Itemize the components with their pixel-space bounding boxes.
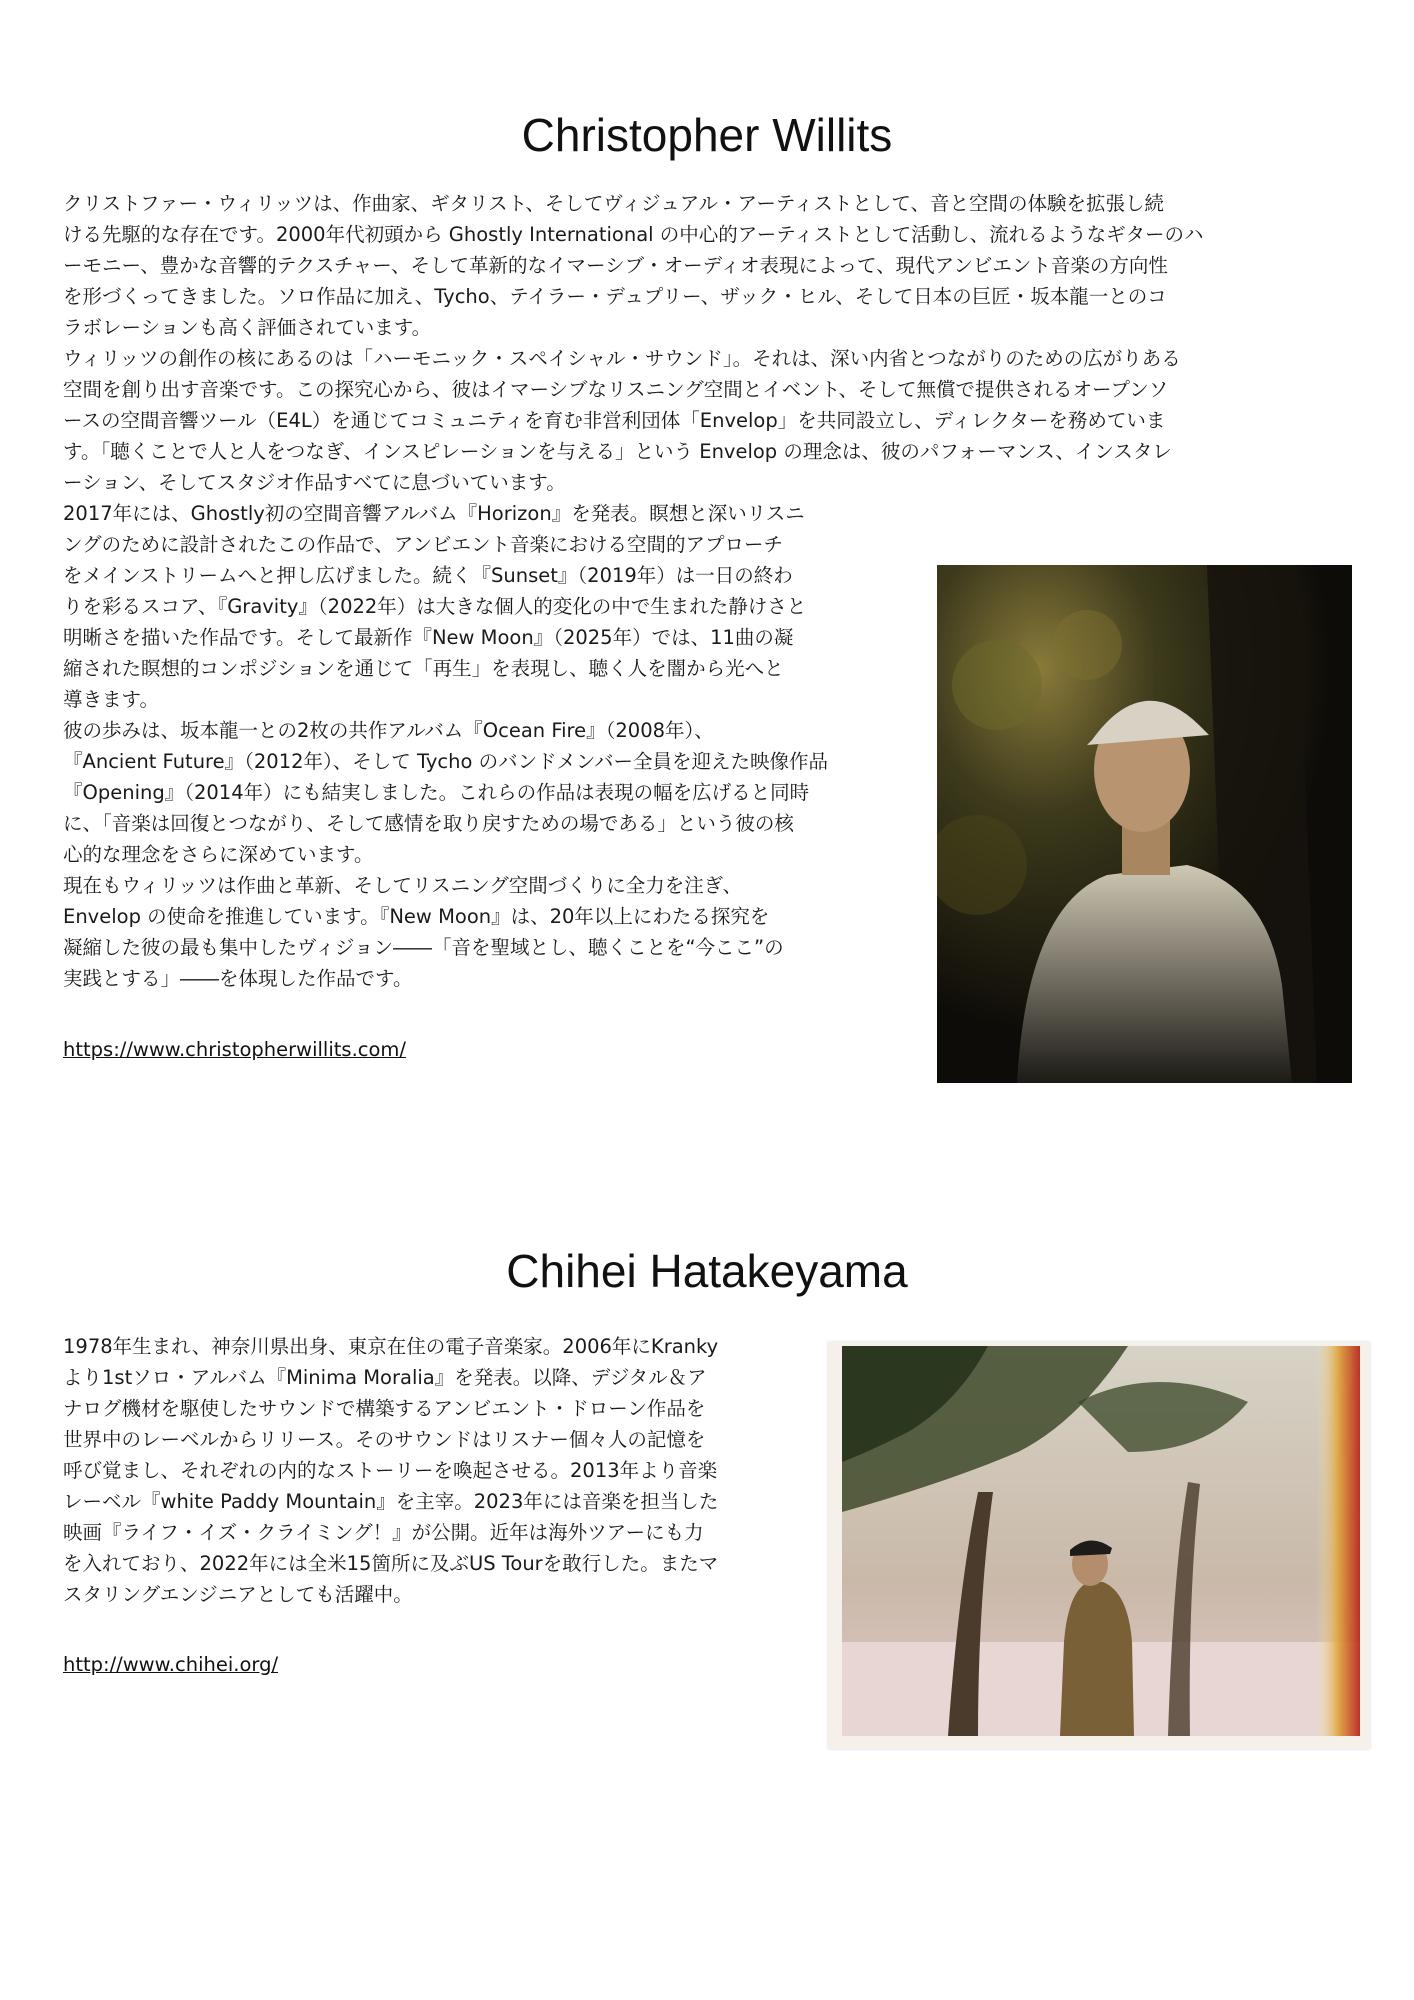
hatakeyama-photo	[828, 1342, 1370, 1749]
artist-name-willits: Christopher Willits	[521, 109, 893, 161]
hatakeyama-bio-text: 1978年生まれ、神奈川県出身、東京在住の電子音楽家。2006年にKranky より1stソロ・アルバム『Minima Moralia』を発表。以降、デジタル＆ア ナログ機材を駆使したサウンドで構築するアンビエント・ドローン作品を 世界中のレーベルからリリース。そのサウンドはリスナー個々人の記憶を 呼び覚まし、それぞれの内的なストーリーを喚起させる。2013年より音楽 レーベル『white Paddy Mountain』を主宰。2023年には音楽を担当した 映画『ライフ・イズ・クライミング！』が公開。近年は海外ツアーにも力 を入れており、2022年には全米15箇所に及ぶUS Tourを敢行した。またマ スタリングエンジニアとしても活躍中。	[63, 1335, 719, 1606]
artist-name-hatakeyama: Chihei Hatakeyama	[506, 1245, 908, 1297]
hatakeyama-website-link[interactable]: http://www.chihei.org/	[63, 1653, 279, 1676]
willits-portrait-photo	[937, 565, 1352, 1083]
willits-intro-text: クリストファー・ウィリッツは、作曲家、ギタリスト、そしてヴィジュアル・アーティストとして、音と空間の体験を拡張し続 ける先駆的な存在です。2000年代初頭から Ghostly International の中心的アーティストとして活動し、流れるようなギターのハ ーモニー、豊かな音響的テクスチャー、そして革新的なイマーシブ・オーディオ表現によって、現代アンビエント音楽の方向性 を形づくってきました。ソロ作品に加え、Tycho、テイラー・デュプリー、ザック・ヒル、そして日本の巨匠・坂本龍一とのコ ラボレーションも高く評価されています。 ウィリッツの創作の核にあるのは「ハーモニック・スペイシャル・サウンド」。それは、深い内省とつながりのための広がりある 空間を創り出す音楽です。この探究心から、彼はイマーシブなリスニング空間とイベント、そして無償で提供されるオープンソ ースの空間音響ツール（E4L）を通じてコミュニティを育む非営利団体「Envelop」を共同設立し、ディレクターを務めていま す。「聴くことで人と人をつなぎ、インスピレーションを与える」という Envelop の理念は、彼のパフォーマンス、インスタレ ーション、そしてスタジオ作品すべてに息づいています。	[63, 192, 1204, 494]
willits-website-link[interactable]: https://www.christopherwillits.com/	[63, 1038, 406, 1061]
willits-bio-text: 2017年には、Ghostly初の空間音響アルバム『Horizon』を発表。瞑想と深いリスニ ングのために設計されたこの作品で、アンビエント音楽における空間的アプローチ をメインストリームへと押し広げました。続く『Sunset』（2019年）は一日の終わ りを彩るスコア、『Gravity』（2022年）は大きな個人的変化の中で生まれた静けさと 明晰さを描いた作品です。そして最新作『New Moon』（2025年）では、11曲の凝 縮された瞑想的コンポジションを通じて「再生」を表現し、聴く人を闇から光へと 導きます。 彼の歩みは、坂本龍一との2枚の共作アルバム『Ocean Fire』（2008年）、 『Ancient Future』（2012年）、そして Tycho のバンドメンバー全員を迎えた映像作品 『Opening』（2014年）にも結実しました。これらの作品は表現の幅を広げると同時 に、「音楽は回復とつながり、そして感情を取り戻すための場である」という彼の核 心的な理念をさらに深めています。 現在もウィリッツは作曲と革新、そしてリスニング空間づくりに全力を注ぎ、 Envelop の使命を推進しています。『New Moon』は、20年以上にわたる探究を 凝縮した彼の最も集中したヴィジョン――「音を聖域とし、聴くことを“今ここ”の 実践とする」――を体現した作品です。	[63, 502, 829, 990]
